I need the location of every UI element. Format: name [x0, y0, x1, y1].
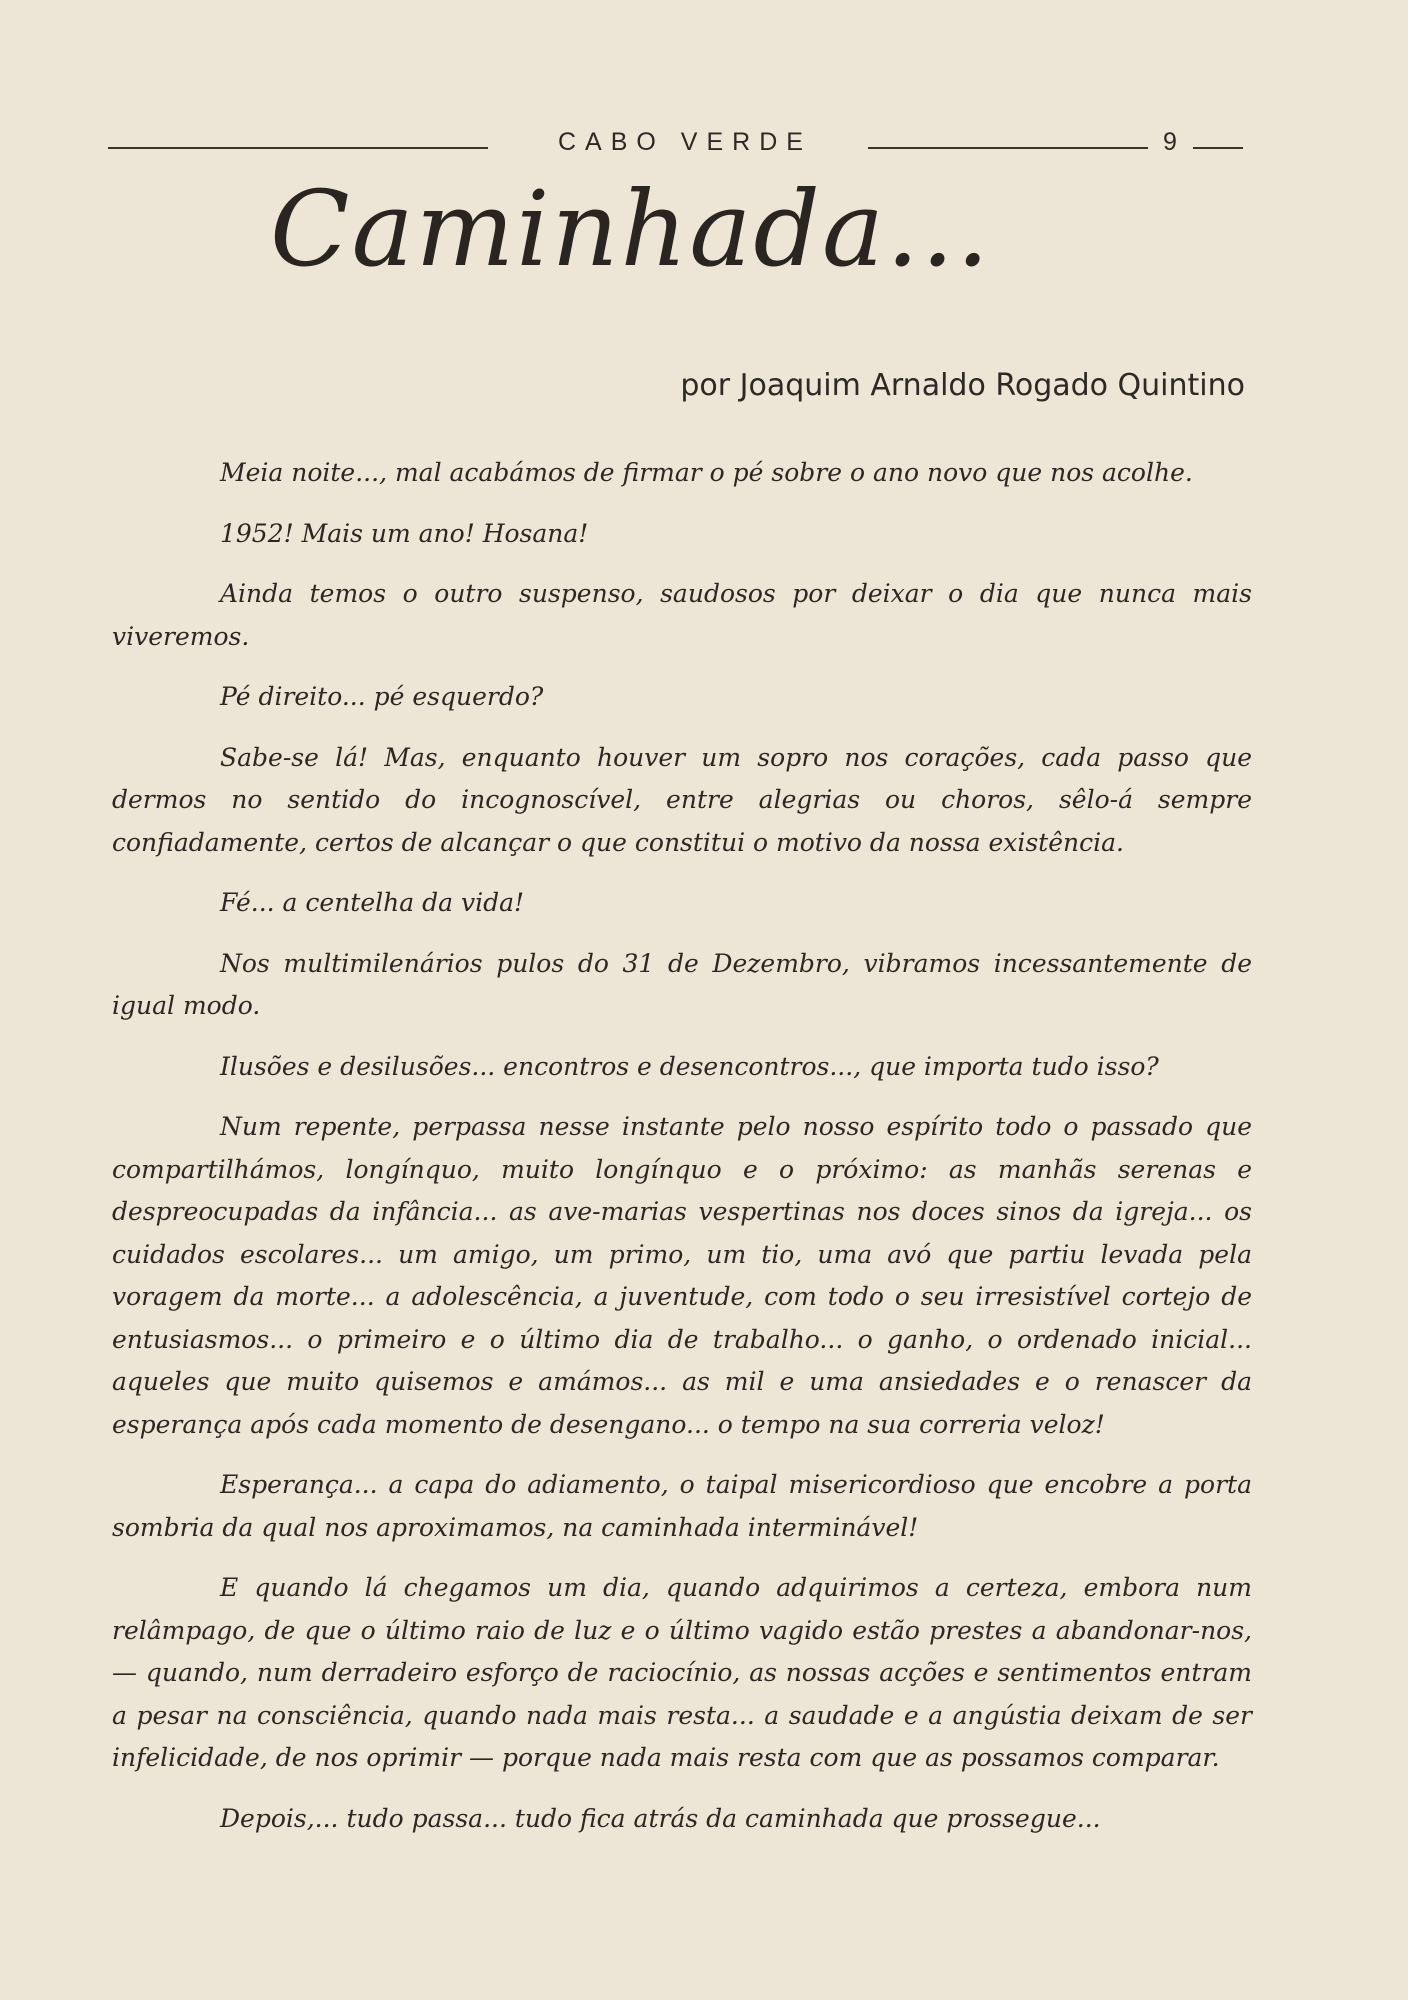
- paragraph: 1952! Mais um ano! Hosana!: [220, 518, 589, 548]
- page-number: 9: [1163, 128, 1177, 156]
- paragraph: Depois,... tudo passa... tudo fica atrás da caminhada que prossegue...: [220, 1803, 1101, 1833]
- header-rule-left: [108, 147, 488, 149]
- paragraph: Num repente, perpassa nesse instante pelo nosso espírito todo o passado que compartilhámos, longínquo, muito longínquo e o próximo: as manhãs serenas e despreocupadas da infância... as ave-marias vespertinas nos doces sinos da igreja... os cuidados escolares... um amigo, um primo, um tio, uma avó que partiu levada pela voragem da morte... a adolescência, a juventude, com todo o seu irresistível cortejo de entusiasmos... o primeiro e o último dia de trabalho... o ganho, o ordenado inicial... aqueles que muito quisemos e amámos... as mil e uma ansiedades e o renascer da esperança após cada momento de desengano... o tempo na sua correria veloz!: [112, 1112, 1252, 1439]
- running-header: [108, 128, 1243, 162]
- running-title: CABO VERDE: [558, 128, 812, 156]
- bleed-through-text: [0, 185, 37, 323]
- paragraph: Esperança... a capa do adiamento, o taipal misericordioso que encobre a porta sombria da qual nos aproximamos, na caminhada interminável!: [112, 1470, 1252, 1542]
- header-rule-right: [868, 147, 1148, 149]
- paragraph: Ainda temos o outro suspenso, saudosos por deixar o dia que nunca mais viveremos.: [112, 579, 1252, 651]
- article-byline: por Joaquim Arnaldo Rogado Quintino: [680, 368, 1245, 403]
- paragraph: Fé... a centelha da vida!: [220, 888, 525, 917]
- paragraph: Ilusões e desilusões... encontros e desencontros..., que importa tudo isso?: [220, 1051, 1159, 1081]
- paragraph: Sabe-se lá! Mas, enquanto houver um sopro nos corações, cada passo que dermos no sentido do incognoscível, entre alegrias ou choros, sêlo-á sempre confiadamente, certos de alcançar o que constitui o motivo da nossa existência.: [112, 742, 1252, 857]
- header-rule-end: [1193, 147, 1243, 149]
- paragraph: Pé direito... pé esquerdo?: [220, 682, 544, 711]
- article-body: [112, 452, 1252, 1840]
- article-title: Caminhada...: [270, 168, 992, 290]
- paragraph: Nos multimilenários pulos do 31 de Dezembro, vibramos incessantemente de igual modo.: [112, 948, 1252, 1020]
- paragraph: E quando lá chegamos um dia, quando adquirimos a certeza, embora num relâmpago, de que o último raio de luz e o último vagido estão prestes a abandonar-nos, — quando, num derradeiro esforço de raciocínio, as nossas acções e sentimentos entram a pesar na consciência, quando nada mais resta... a saudade e a angústia deixam de ser infelicidade, de nos oprimir — porque nada mais resta com que as possamos comparar.: [112, 1573, 1252, 1772]
- paragraph: Meia noite..., mal acabámos de firmar o pé sobre o ano novo que nos acolhe.: [220, 458, 1193, 487]
